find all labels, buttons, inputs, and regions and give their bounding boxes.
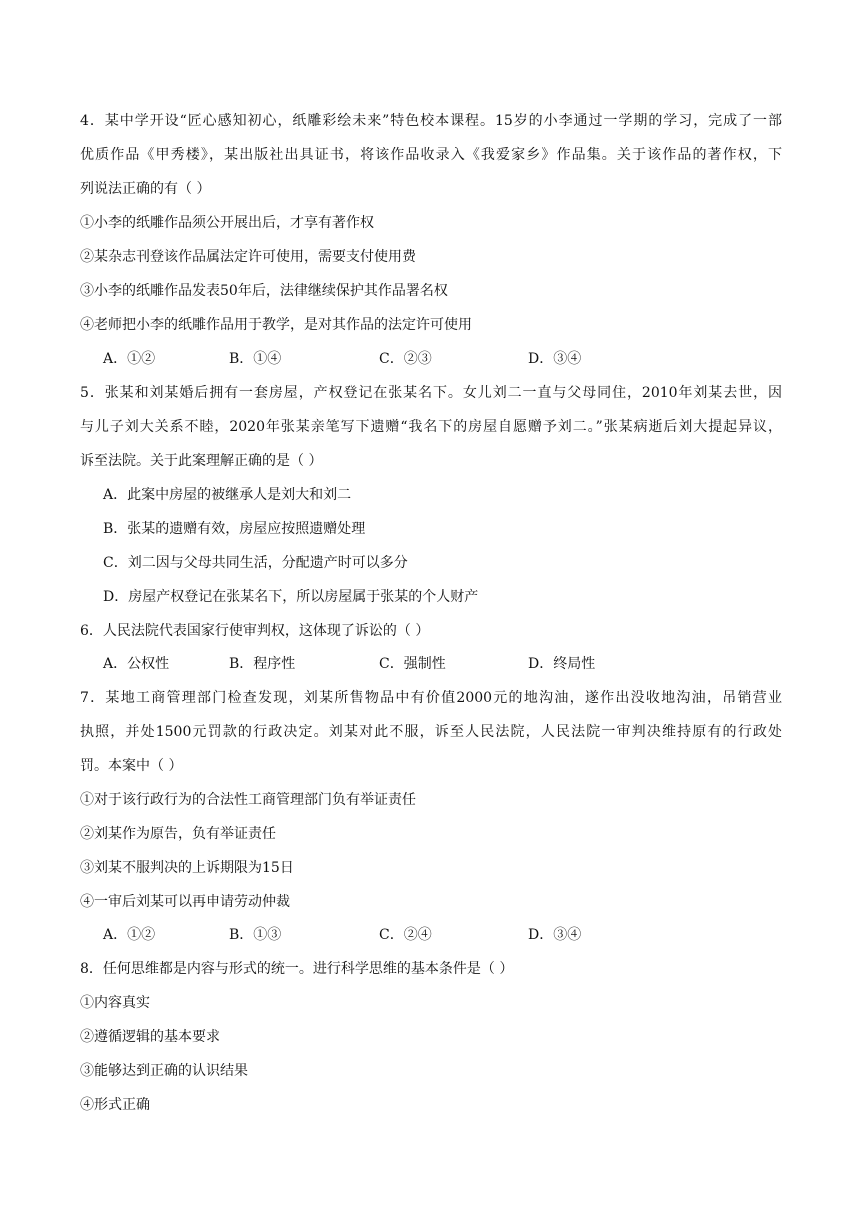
question-7-statement-3: ③刘某不服判决的上诉期限为15日 — [80, 860, 294, 876]
question-7-statement-2: ②刘某作为原告，负有举证责任 — [80, 826, 276, 842]
question-7-stem-line-3: 罚。本案中（ ） — [80, 758, 183, 774]
question-4-stem-line-2: 优质作品《甲秀楼》，某出版社出具证书，将该作品收录入《我爱家乡》作品集。关于该作品的著作权，下 — [80, 147, 782, 163]
option-a: A．此案中房屋的被继承人是刘大和刘二 — [103, 487, 352, 503]
option-b: B．张某的遗赠有效，房屋应按照遗赠处理 — [103, 521, 366, 537]
option-b: B．程序性 — [229, 656, 296, 672]
option-d: D．③④ — [528, 351, 582, 367]
option-c: C．②③ — [379, 351, 432, 367]
question-7-options — [103, 925, 803, 945]
question-6-stem: 6．人民法院代表国家行使审判权，这体现了诉讼的（ ） — [80, 623, 430, 639]
option-a: A．①② — [103, 351, 156, 367]
option-d: D．③④ — [528, 927, 582, 943]
question-6-options — [103, 654, 803, 674]
question-4-statement-4: ④老师把小李的纸雕作品用于教学，是对其作品的法定许可使用 — [80, 317, 472, 333]
question-5-stem-line-3: 诉至法院。关于此案理解正确的是（ ） — [80, 453, 323, 469]
question-7-stem-line-2: 执照，并处1500元罚款的行政决定。刘某对此不服，诉至人民法院，人民法院一审判决维持原有的行政处 — [80, 724, 782, 740]
option-a: A．公权性 — [103, 656, 170, 672]
question-4-stem-line-1: 4．某中学开设“匠心感知初心，纸雕彩绘未来”特色校本课程。15岁的小李通过一学期的学习，完成了一部 — [80, 113, 782, 129]
question-4-stem-line-3: 列说法正确的有（ ） — [80, 181, 211, 197]
question-8-statement-2: ②遵循逻辑的基本要求 — [80, 1029, 220, 1045]
question-4-statement-1: ①小李的纸雕作品须公开展出后，才享有著作权 — [80, 215, 374, 231]
question-5-stem-line-2: 与儿子刘大关系不睦，2020年张某亲笔写下遗赠“我名下的房屋自愿赠予刘二。”张某病逝后刘大提起异议， — [80, 419, 782, 435]
option-c: C．②④ — [379, 927, 432, 943]
option-a: A．①② — [103, 927, 156, 943]
option-b: B．①③ — [229, 927, 282, 943]
question-8-statement-4: ④形式正确 — [80, 1097, 150, 1113]
option-c: C．强制性 — [379, 656, 446, 672]
question-8-statement-3: ③能够达到正确的认识结果 — [80, 1063, 248, 1079]
option-b: B．①④ — [229, 351, 282, 367]
question-8-stem: 8．任何思维都是内容与形式的统一。进行科学思维的基本条件是（ ） — [80, 961, 514, 977]
question-7-stem-line-1: 7．某地工商管理部门检查发现，刘某所售物品中有价值2000元的地沟油，遂作出没收地沟油，吊销营业 — [80, 690, 782, 706]
option-d: D．终局性 — [528, 656, 596, 672]
question-4-statement-3: ③小李的纸雕作品发表50年后，法律继续保护其作品署名权 — [80, 283, 448, 299]
option-d: D．房屋产权登记在张某名下，所以房屋属于张某的个人财产 — [103, 589, 479, 605]
question-8-statement-1: ①内容真实 — [80, 995, 150, 1011]
question-7-statement-1: ①对于该行政行为的合法性工商管理部门负有举证责任 — [80, 792, 416, 808]
question-5-stem-line-1: 5．张某和刘某婚后拥有一套房屋，产权登记在张某名下。女儿刘二一直与父母同住，2010年刘某去世，因 — [80, 385, 782, 401]
question-4-options — [103, 349, 803, 369]
question-7-statement-4: ④一审后刘某可以再申请劳动仲裁 — [80, 894, 290, 910]
question-4-statement-2: ②某杂志刊登该作品属法定许可使用，需要支付使用费 — [80, 249, 416, 265]
option-c: C．刘二因与父母共同生活，分配遗产时可以多分 — [103, 555, 408, 571]
